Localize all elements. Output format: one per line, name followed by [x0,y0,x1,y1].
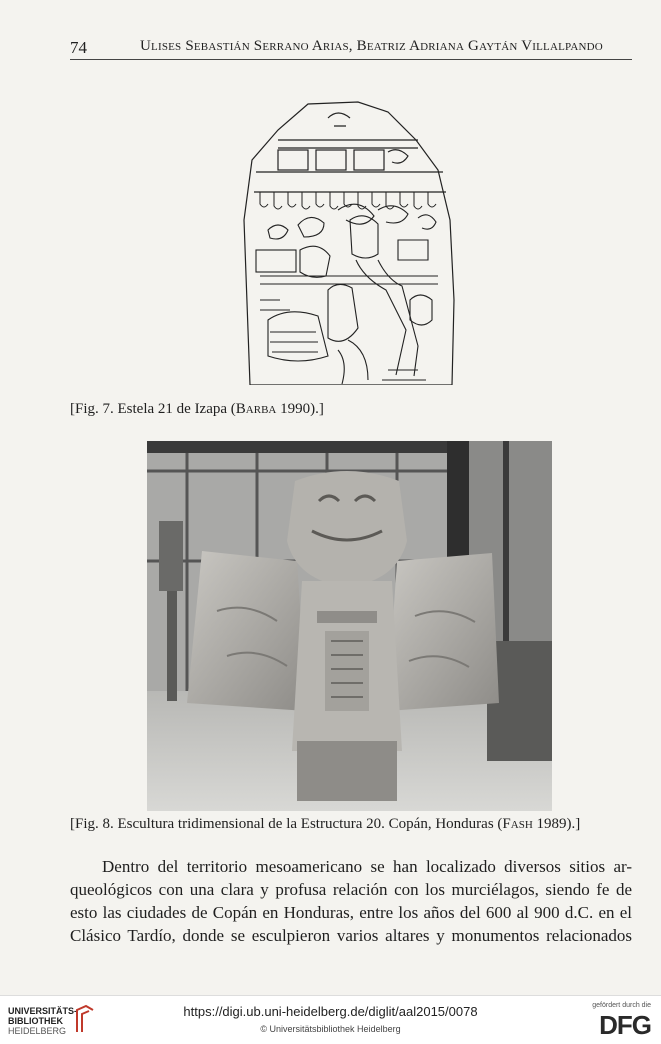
copyright-notice: © Universitätsbibliothek Heidelberg [260,1024,401,1034]
figure-7-caption: [Fig. 7. Estela 21 de Izapa (Barba 1990).] [70,401,324,417]
digitization-footer [0,995,661,1044]
running-head: Ulises Sebastián Serrano Arias, Beatriz Adriana Gaytán Villalpando [140,38,603,54]
sculpture-left-wing [187,551,307,711]
bat-sculpture-photo [147,441,552,811]
stela-drawing [238,100,456,385]
library-logo: UNIVERSITÄTS- BIBLIOTHEK HEIDELBERG [8,1006,78,1036]
sculpture-head [287,471,407,587]
funding-note: gefördert durch die [592,1002,651,1009]
figure-8-author: Fash [502,816,533,832]
sculpture-right-wing [387,553,499,711]
body-line: queológicos con una clara y profusa relación con los murciélagos, siendo fe de [70,880,632,899]
body-paragraph [70,855,632,947]
header-rule [70,59,632,60]
source-url-link[interactable]: https://digi.ub.uni-heidelberg.de/diglit/aal2015/0078 [183,1004,478,1019]
page-number: 74 [70,38,87,57]
figure-7-author: Barba [235,401,277,417]
body-line: Dentro del territorio mesoamericano se han localizado diversos sitios ar- [102,857,632,876]
figure-8-caption: [Fig. 8. Escultura tridimensional de la Estructura 20. Copán, Honduras (Fash 1989).] [70,816,581,832]
body-line: esto las ciudades de Copán en Honduras, entre los años del 600 al 900 d.C. en el [70,903,632,922]
body-line: Clásico Tardío, donde se esculpieron varios altares y monumentos relacionados [70,926,632,945]
dfg-logo: DFG [599,1010,651,1040]
